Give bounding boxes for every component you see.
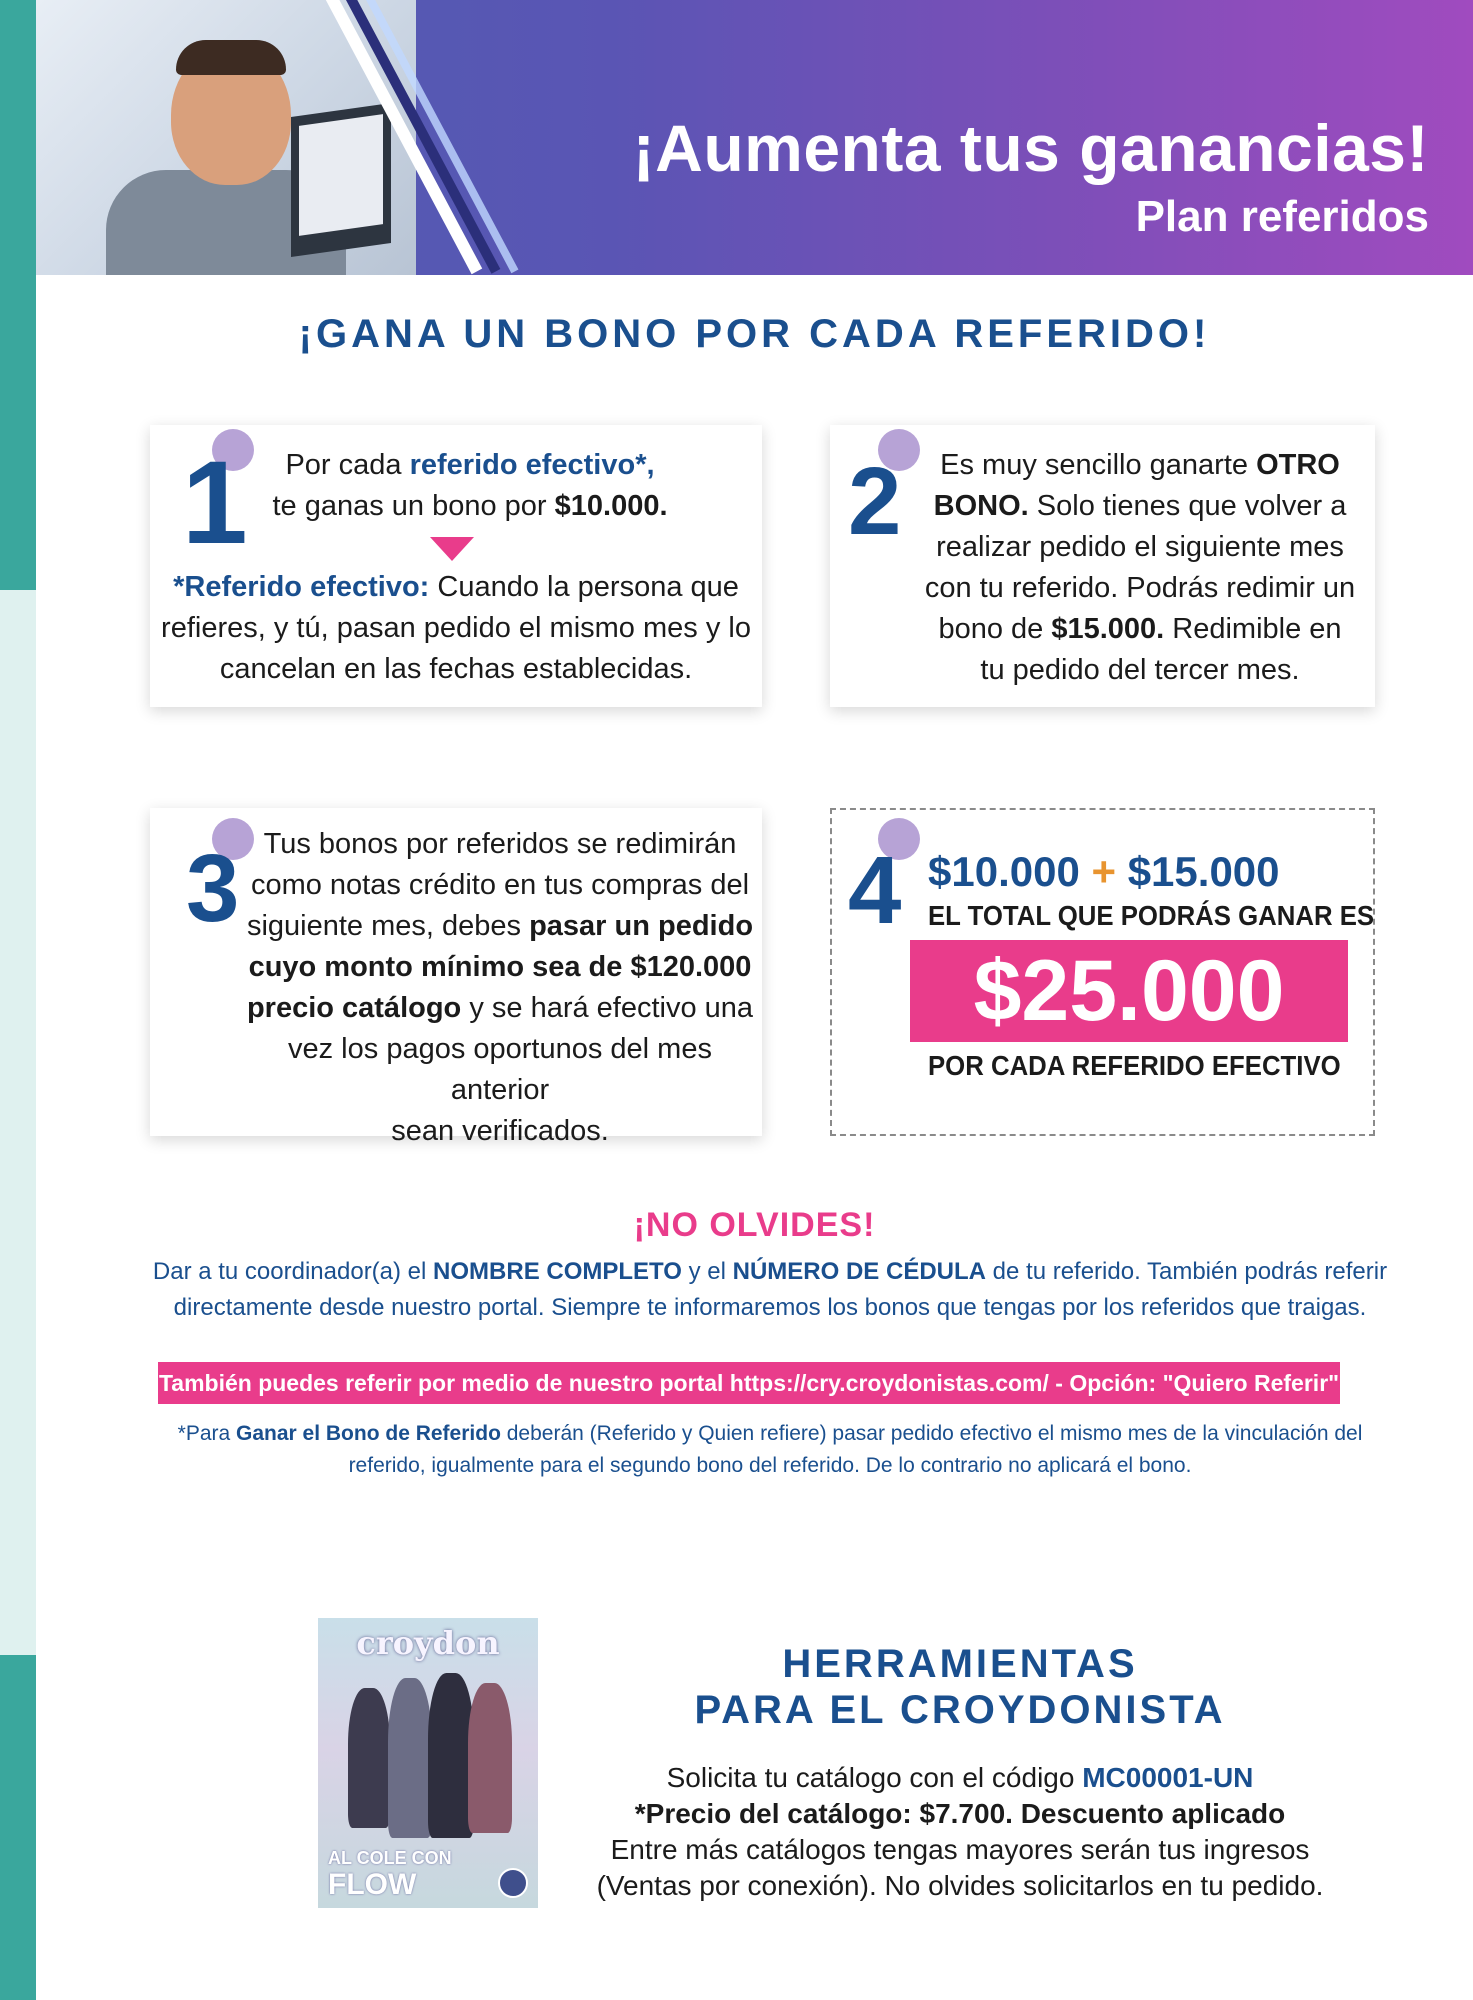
reminder-line-2: directamente desde nuestro portal. Siempre te informaremos los bonos que tengas por los referidos que traigas. — [173, 1294, 1367, 1321]
side-accent-bottom — [0, 1655, 36, 2000]
step-1-note-line-2: refieres, y tú, pasan pedido el mismo mes y lo — [161, 612, 751, 644]
total-amount: $25.000 — [910, 940, 1348, 1042]
total-footer: POR CADA REFERIDO EFECTIVO — [928, 1050, 1341, 1081]
step-3-line-3: siguiente mes, debes pasar un pedido — [246, 910, 754, 942]
photo-person-hair — [176, 40, 286, 75]
catalog-badge-icon — [498, 1868, 528, 1898]
step-card-4 — [830, 808, 1375, 1136]
step-3-line-5: precio catálogo y se hará efectivo una — [246, 992, 754, 1024]
step-2-line-2: BONO. Solo tienes que volver a — [933, 490, 1347, 522]
step-3-line-1: Tus bonos por referidos se redimirán — [263, 828, 737, 860]
photo-monitor-screen — [299, 114, 383, 236]
fine-print-line-1: *Para Ganar el Bono de Referido deberán (Referido y Quien refiere) pasar pedido efectivo el mismo mes de la vinculación del — [177, 1422, 1363, 1445]
step-2-line-3: realizar pedido el siguiente mes — [936, 531, 1344, 563]
step-3-line-6: vez los pagos oportunos del mes anterior — [288, 1033, 712, 1106]
step-2-line-6: tu pedido del tercer mes. — [980, 654, 1300, 686]
tools-line-3: Entre más catálogos tengas mayores serán tus ingresos — [610, 1834, 1310, 1865]
step-3-text — [245, 824, 755, 1152]
step-1-line-2: te ganas un bono por $10.000. — [272, 490, 668, 522]
reminder-title: ¡NO OLVIDES! — [633, 1206, 876, 1244]
step-number: 1 — [182, 437, 248, 569]
side-accent-middle — [0, 590, 36, 1660]
fine-print-line-2: referido, igualmente para el segundo bono del referido. De lo contrario no aplicará el bono. — [348, 1454, 1192, 1477]
section-title: ¡GANA UN BONO POR CADA REFERIDO! — [298, 312, 1211, 356]
step-card-1 — [150, 425, 762, 707]
header-banner — [36, 0, 1473, 275]
step-3-line-2: como notas crédito en tus compras del — [250, 869, 750, 901]
step-1-line-1: Por cada referido efectivo*, — [285, 449, 655, 481]
page-title: ¡Aumenta tus ganancias! — [632, 111, 1429, 185]
tools-line-2: *Precio del catálogo: $7.700. Descuento aplicado — [634, 1798, 1286, 1829]
step-card-3 — [150, 808, 762, 1147]
side-accent-top — [0, 0, 36, 590]
step-1-note-line-1: *Referido efectivo: Cuando la persona que — [173, 571, 739, 603]
step-card-2 — [830, 425, 1375, 707]
catalog-tagline: AL COLE CON — [328, 1848, 452, 1868]
step-number: 2 — [848, 448, 902, 555]
bonus-sum: $10.000 + $15.000 — [928, 848, 1280, 895]
tools-line-1: Solicita tu catálogo con el código MC00001-UN — [666, 1762, 1254, 1793]
step-number: 3 — [186, 835, 240, 942]
step-2-text — [920, 445, 1360, 691]
step-1-note-line-3: cancelan en las fechas establecidas. — [219, 653, 693, 685]
catalog-figure — [388, 1678, 432, 1838]
step-2-line-5: bono de $15.000. Redimible en — [938, 613, 1342, 645]
catalog-cover — [318, 1618, 538, 1908]
catalog-tagline-flow: FLOW — [328, 1868, 417, 1901]
catalog-figure — [468, 1683, 512, 1833]
step-1-note — [160, 567, 752, 690]
portal-link-banner[interactable]: También puedes referir por medio de nuestro portal https://cry.croydonistas.com/ - Opción: "Quiero Referir" — [158, 1362, 1340, 1404]
step-2-line-1: Es muy sencillo ganarte OTRO — [940, 449, 1340, 481]
tools-title-1: HERRAMIENTAS — [782, 1642, 1138, 1686]
step-2-line-4: con tu referido. Podrás redimir un — [924, 572, 1356, 604]
fine-print — [150, 1418, 1390, 1482]
step-1-text — [240, 445, 700, 527]
pink-arrow-icon — [430, 537, 474, 561]
step-number: 4 — [848, 837, 902, 944]
page-subtitle: Plan referidos — [1135, 192, 1429, 241]
catalog-figure — [348, 1688, 390, 1828]
step-3-line-7: sean verificados. — [391, 1115, 609, 1147]
step-3-line-4: cuyo monto mínimo sea de $120.000 — [248, 951, 752, 983]
tools-title-2: PARA EL CROYDONISTA — [694, 1688, 1226, 1732]
catalog-brand-logo: croydon — [356, 1624, 500, 1662]
reminder-line-1: Dar a tu coordinador(a) el NOMBRE COMPLETO y el NÚMERO DE CÉDULA de tu referido. También podrás referir — [152, 1258, 1388, 1285]
total-label: EL TOTAL QUE PODRÁS GANAR ES — [928, 900, 1375, 931]
tools-line-4: (Ventas por conexión). No olvides solicitarlos en tu pedido. — [596, 1870, 1324, 1901]
